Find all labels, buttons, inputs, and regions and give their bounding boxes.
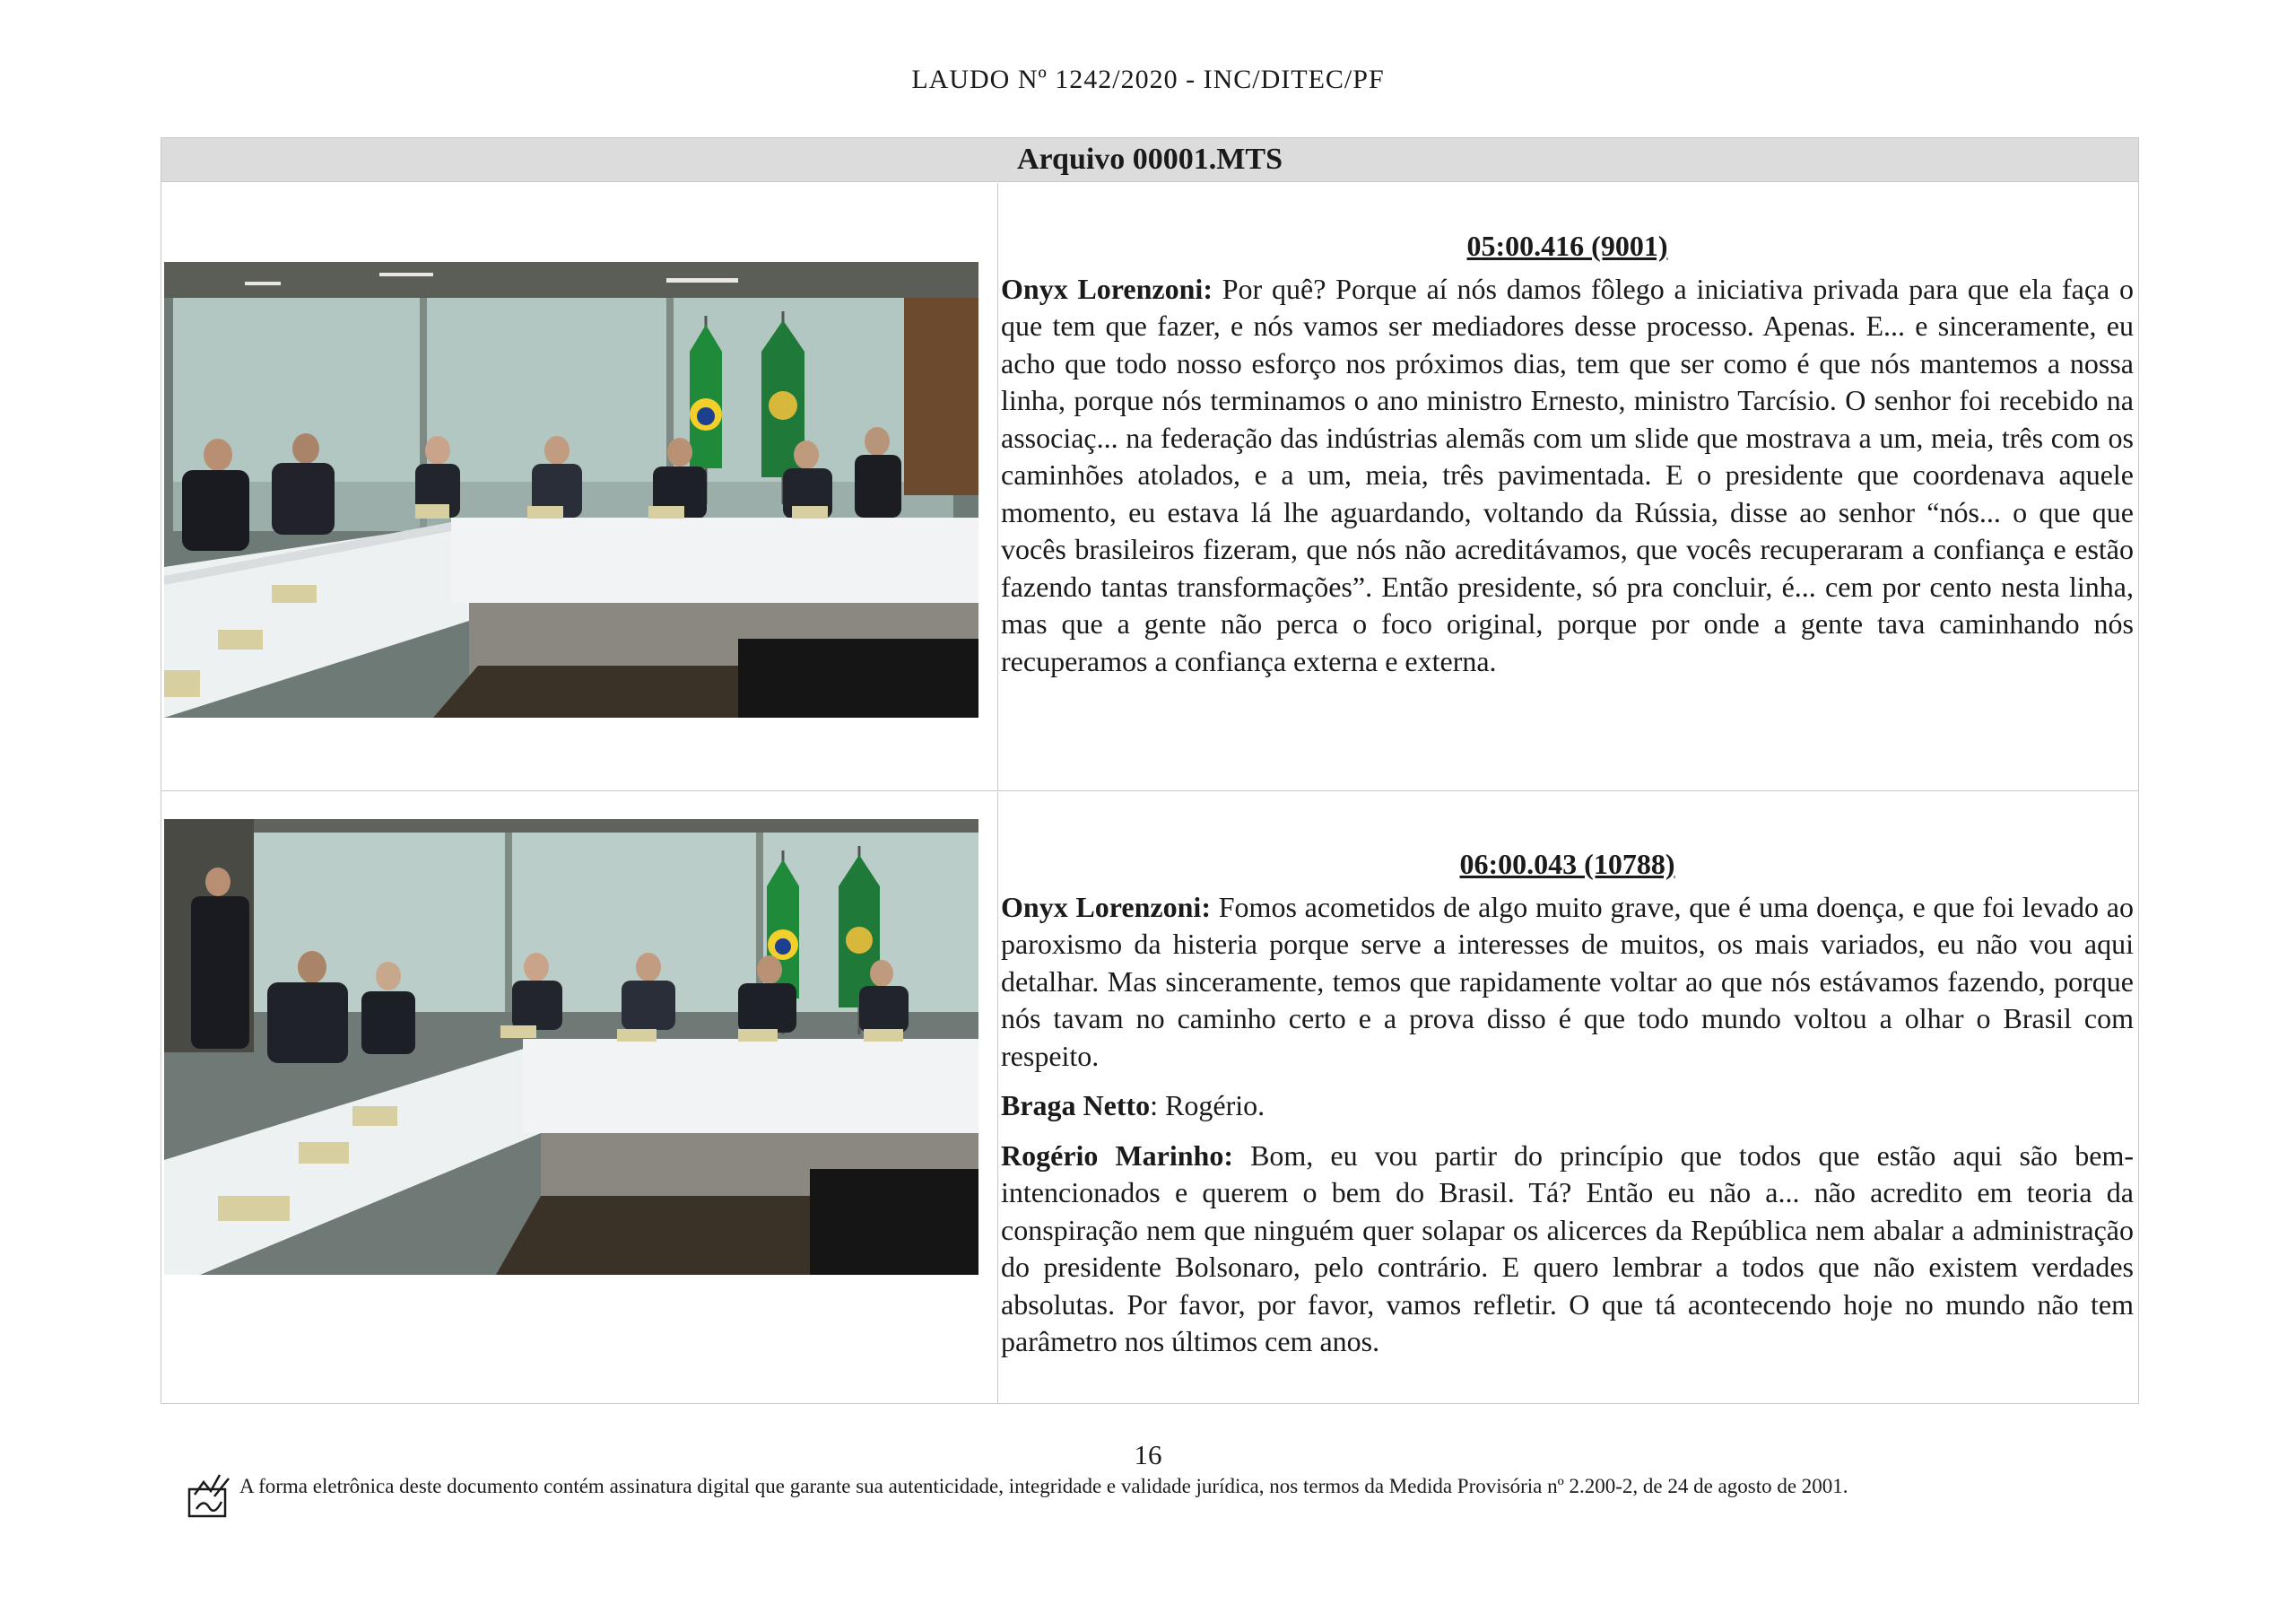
file-title: Arquivo 00001.MTS [161, 138, 2138, 182]
document-header: LAUDO Nº 1242/2020 - INC/DITEC/PF [911, 65, 1385, 94]
column-divider [997, 792, 998, 1403]
digital-signature-note [184, 1468, 2139, 1522]
video-still-image [164, 819, 978, 1275]
signature-note-text: A forma eletrônica deste documento contém assinatura digital que garante sua autenticidade, integridade e validade jurídica, nos termos da Medida Provisória nº 2.200-2, de 24 de agosto de 2001. [239, 1475, 1848, 1497]
transcript-row [161, 183, 2138, 791]
speech-text: Por quê? Porque aí nós damos fôlego a iniciativa privada para que ela faça o que tem que fazer, e nós vamos ser mediadores desse processo. Apenas. E... e sinceramente, eu acho que todo nosso esforço nos próximos dias, tem que ser como é que nós mantemos a nossa linha, porque nós terminamos o ano ministro Ernesto, ministro Tarcísio. O senhor foi recebido na associaç... na federação das indústrias alemãs com um slide que mostrava a um, meia, três com os caminhões atolados, e a um, meia, três pavimentada. E o presidente que coordenava aquele momento, eu estava lá lhe aguardando, voltando da Rússia, disse ao senhor “nós... o que que vocês brasileiros fizeram, que nós não acreditávamos, que vocês recuperaram a confiança e estão fazendo tantas transformações”. Então presidente, só pra concluir, é... cem por cento nesta linha, mas que a gente não perca o foco original, porque por onde a gente tava caminhando nós recuperamos a confiança externa e externa. [1001, 272, 2135, 677]
timestamp: 06:00.043 (10788) [1459, 848, 1675, 880]
speech-text: Bom, eu vou partir do princípio que todos que estão aqui são bem-intencionados e querem o bem do Brasil. Tá? Então eu não a... não acredito em teoria da conspiração nem que ninguém quer solapar os alicerces da República nem abalar a administração do presidente Bolsonaro, pelo contrário. E quero lembrar a todos que não existem verdades absolutas. Por favor, por favor, vamos refletir. O que tá acontecendo hoje no mundo não tem parâmetro nos últimos cem anos. [1001, 1138, 2135, 1357]
column-divider [997, 183, 998, 790]
transcript-table [161, 137, 2139, 1404]
speaker-name: Onyx Lorenzoni: [1001, 272, 1213, 305]
speaker-name: Braga Netto [1001, 1089, 1151, 1121]
speech-paragraph [1001, 889, 2134, 1076]
transcript-text [1001, 228, 2134, 693]
speech-paragraph [1001, 1087, 2134, 1125]
transcript-row [161, 792, 2138, 1403]
page-number: 16 [1134, 1439, 1162, 1470]
speaker-name: Rogério Marinho: [1001, 1138, 1234, 1172]
digital-signature-icon [184, 1469, 234, 1520]
speech-paragraph [1001, 271, 2134, 681]
speech-text: Fomos acometidos de algo muito grave, que é uma doença, e que foi levado ao paroxismo da histeria porque serve a interesses de muitos, os mais variados, eu não vou aqui detalhar. Mas sinceramente, temos que rapidamente voltar ao que nós estávamos fazendo, porque nós tavam no caminho certo e a prova disso é que todo mundo voltou a olhar o Brasil com respeito. [1001, 890, 2135, 1072]
speech-text: : Rogério. [1150, 1089, 1265, 1121]
speech-paragraph [1001, 1138, 2134, 1361]
timestamp: 05:00.416 (9001) [1466, 230, 1668, 262]
speaker-name: Onyx Lorenzoni: [1001, 890, 1211, 923]
transcript-text [1001, 846, 2134, 1373]
video-still-image [164, 262, 978, 718]
